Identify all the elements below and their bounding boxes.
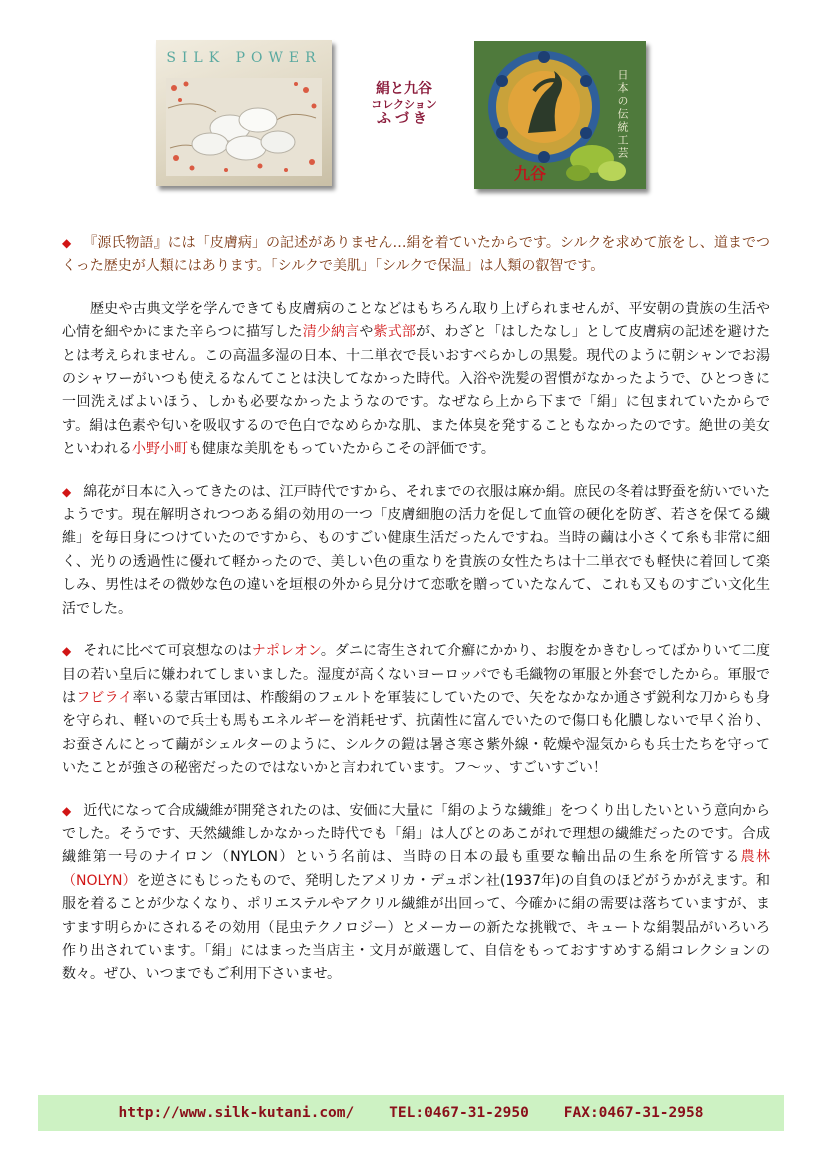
p1-text-a: 歴史や古典文学を学んできても皮膚病のことなどはもちろん取り上げられませんが、平安朝の貴族の生活や心情を細やかにまた辛らつに描写した [62, 300, 770, 341]
p4-text-a: 近代になって合成繊維が開発されたのは、安価に大量に「絹のような繊維」をつくり出したいという意向からでした。そうです、天然繊維しかなかった時代でも「絹」は人びとのあこがれで理想の繊維だったのです。合成繊維第一号のナイロン（NYLON）という名前は、当時の日本の最も重要な輸出品の生糸を所管する [62, 802, 770, 866]
bullet-diamond: ◆ [62, 484, 72, 499]
p1-text-d: も健康な美肌をもっていたからこその評価です。 [188, 441, 495, 458]
p3-text-c: 率いる蒙古軍団は、柞酸絹のフェルトを軍装にしていたので、矢をなかなか通さず鋭利な刀からも身を守られ、軽いので兵士も馬もエネルギーを消耗せず、抗菌性に富んでいたので傷口も化膿しないで早く治り、お蚕さんにとって繭がシェルターのように、シルクの鎧は暑さ寒さ紫外線・乾燥や湿気からも兵士たちを守っていたことが強さの秘密だったのではないかと言われています。フ〜ッ、すごいすごい！ [62, 689, 770, 777]
kutani-logo: 九谷 [514, 164, 547, 183]
paragraph-cotton [62, 481, 770, 621]
p1-text-c: が、わざと「はしたなし」として皮膚病の記述を避けたとは考えられません。この高温多湿の日本、十二単衣で長いおすべらかしの黒髪。現代のように朝シャンでお湯のシャワーがいつも使えるなんてことは決してなかった時代。入浴や洗髪の習慣がなかったようで、ひとつきに一回洗えばよいほう、しかも必要なかったようなのです。なぜなら上から下まで「絹」に包まれていたからです。絹は色素や匂いを吸収するので色白でなめらかな肌、また体臭を発することもなかったのです。絶世の美女といわれる [62, 324, 771, 458]
p1-text-b: や [359, 324, 374, 341]
link-murasaki-shikibu: 紫式部 [373, 324, 417, 341]
bullet-diamond: ◆ [62, 803, 72, 818]
kutani-image [474, 41, 646, 189]
link-ono-no-komachi: 小野小町 [132, 441, 188, 458]
silk-cocoons-photo [166, 78, 322, 176]
paragraph-napoleon [62, 640, 770, 780]
paragraph-synthetic [62, 800, 770, 987]
link-sei-shonagon: 清少納言 [302, 324, 360, 341]
contact-footer [38, 1095, 784, 1131]
bullet-diamond: ◆ [62, 644, 72, 659]
collection-title-line2: コレクション [371, 98, 437, 111]
footer-tel: TEL:0467-31-2950 [389, 1105, 529, 1121]
footer-fax: FAX:0467-31-2958 [563, 1105, 704, 1121]
p4-text-b: を逆さにもじったもので、発明したアメリカ・デュポン社(1937年)の自負のほどがうかがえます。和服を着ることが少なくなり、ポリエステルやアクリル繊維が出回って、今確かに絹の需要は落ちていますが、ますます明らかにされるその効用（昆虫テクノロジー）とメーカーの新たな挑戦で、キュートな絹製品がいろいろ作り出されています。「絹」にはまった当店主・文月が厳選して、自信をもっておすすめする絹コレクションの数々。ぜひ、いつまでもご利用下さいませ。 [62, 872, 770, 983]
silk-power-title: SILK POWER [166, 50, 322, 66]
article-body [62, 232, 770, 1006]
silk-power-image [156, 40, 332, 186]
link-norin: 農林（NOLYN） [62, 849, 771, 889]
footer-contact-line [38, 1095, 784, 1131]
link-napoleon: ナポレオン [251, 643, 321, 660]
p3-text-a: それに比べて可哀想なのは [83, 643, 252, 660]
footer-url-link[interactable]: http://www.silk-kutani.com/ [118, 1105, 355, 1121]
link-kublai: フビライ [76, 689, 133, 706]
p2-text: 綿花が日本に入ってきたのは、江戸時代ですから、それまでの衣服は麻か絹。庶民の冬着は野蚕を紡いでいたようです。現在解明されつつある絹の効用の一つ「皮膚細胞の活力を促して血管の硬化を防ぎ、若さを保てる繊維」を毎日身につけていたのですから、ものすごい健康生活だったんですね。当時の繭は小さくて糸も非常に細く、光りの透過性に優れて軽かったので、美しい色の重なりを貴族の女性たちは十二単衣でも軽快に着回して楽しみ、男性はその微妙な色の違いを垣根の外から見分けて恋歌を贈っていたなんて、これも又ものすごい文化生活でした。 [62, 483, 770, 617]
paragraph-heian [62, 298, 770, 462]
kutani-vertical-text: 日本の伝統工芸 [616, 69, 629, 160]
collection-title-line3: ふづき [377, 111, 431, 127]
intro-text: 『源氏物語』には「皮膚病」の記述がありません…絹を着ていたからです。シルクを求めて旅をし、道までつくった歴史が人類にはあります。「シルクで美肌」「シルクで保温」は人類の叡智です。 [62, 235, 771, 275]
header [0, 0, 826, 200]
bullet-diamond: ◆ [62, 236, 72, 250]
collection-title-line1: 絹と九谷 [376, 81, 432, 97]
collection-title [354, 82, 454, 127]
p3-text-b: 。ダニに寄生されて介癬にかかり、お腹をかきむしってばかりいて二度目の若い皇后に嫌われてしまいました。湿度が高くないヨーロッパでも毛織物の軍服と外套でしたから。軍服では [62, 643, 771, 706]
intro-paragraph [62, 232, 770, 279]
